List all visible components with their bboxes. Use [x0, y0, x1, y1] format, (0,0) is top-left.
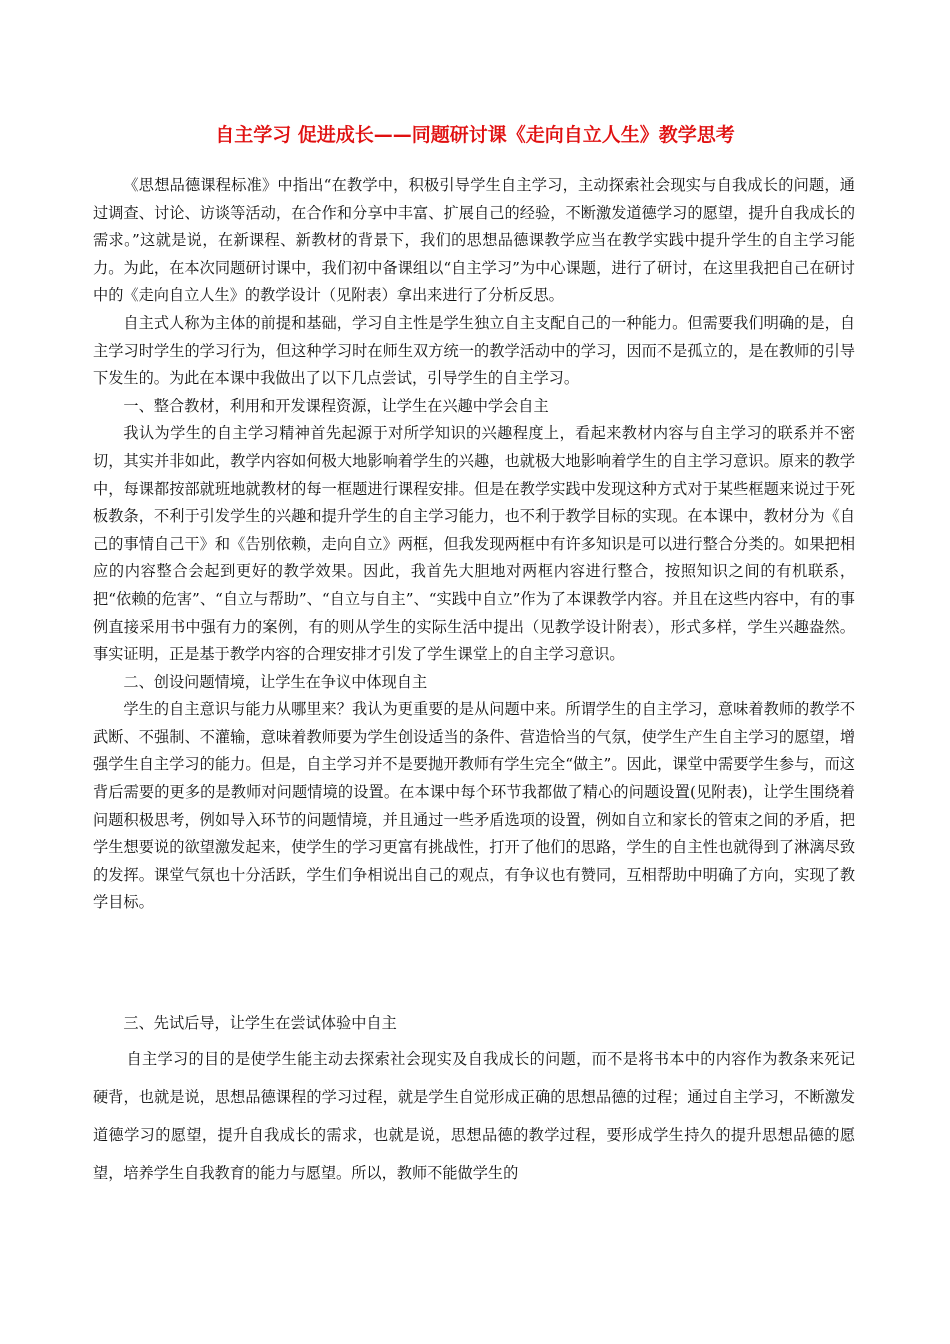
intro-paragraph-1: 《思想品德课程标准》中指出“在教学中，积极引导学生自主学习，主动探索社会现实与自我成长的问题，通过调查、讨论、访谈等活动，在合作和分享中丰富、扩展自己的经验，不断激发道德学习的愿望，提升自我成长的需求。”这就是说，在新课程、新教材的背景下，我们的思想品德课教学应当在教学实践中提升学生的自主学习能力。为此，在本次同题研讨课中，我们初中备课组以“自主学习”为中心课题，进行了研讨，在这里我把自己在研讨中的《走向自立人生》的教学设计（见附表）拿出来进行了分析反思。 — [93, 176, 855, 305]
intro-paragraph-2: 自主式人称为主体的前提和基础，学习自主性是学生独立自主支配自己的一种能力。但需要我们明确的是，自主学习时学生的学习行为，但这种学习时在师生双方统一的教学活动中的学习，因而不是孤立的，是在教师的引导下发生的。为此在本课中我做出了以下几点尝试，引导学生的自主学习。 — [93, 313, 855, 388]
section-3-heading: 三、先试后导，让学生在尝试体验中自主 — [123, 1014, 397, 1032]
section-2-paragraph: 学生的自主意识与能力从哪里来？我认为更重要的是从问题中来。所谓学生的自主学习，意味着教师的教学不武断、不强制、不灌输，意味着教师要为学生创设适当的条件、营造恰当的气氛，使学生产生自主学习的愿望，增强学生自主学习的能力。但是，自主学习并不是要抛开教师有学生完全“做主”。因此，课堂中需要学生参与，而这背后需要的更多的是教师对问题情境的设置。在本课中每个环节我都做了精心的问题设置(见附表)，让学生围绕着问题积极思考，例如导入环节的问题情境，并且通过一些矛盾选项的设置，例如自立和家长的管束之间的矛盾，把学生想要说的欲望激发起来，使学生的学习更富有挑战性，打开了他们的思路，学生的自主性也就得到了淋漓尽致的发挥。课堂气氛也十分活跃，学生们争相说出自己的观点，有争议也有赞同，互相帮助中明确了方向，实现了教学目标。 — [93, 700, 855, 912]
section-2-heading: 二、创设问题情境，让学生在争议中体现自主 — [123, 672, 428, 691]
section-3-paragraph: 自主学习的目的是使学生能主动去探索社会现实及自我成长的问题，而不是将书本中的内容作为教条来死记硬背，也就是说，思想品德课程的学习过程，就是学生自觉形成正确的思想品德的过程；通过自主学习，不断激发道德学习的愿望，提升自我成长的需求，也就是说，思想品德的教学过程，要形成学生持久的提升思想品德的愿望，培养学生自我教育的能力与愿望。所以，教师不能做学生的 — [93, 1050, 855, 1182]
section-1-paragraph: 我认为学生的自主学习精神首先起源于对所学知识的兴趣程度上，看起来教材内容与自主学习的联系并不密切，其实并非如此，教学内容如何极大地影响着学生的兴趣，也就极大地影响着学生的自主学习意识。原来的教学中，每课都按部就班地就教材的每一框题进行课程安排。但是在教学实践中发现这种方式对于某些框题来说过于死板教条，不利于引发学生的兴趣和提升学生的自主学习能力，也不利于教学目标的实现。在本课中，教材分为《自己的事情自己干》和《告别依赖，走向自立》两框，但我发现两框中有许多知识是可以进行整合分类的。如果把相应的内容整合会起到更好的教学效果。因此，我首先大胆地对两框内容进行整合，按照知识之间的有机联系，把“依赖的危害”、“自立与帮助”、“自立与自主”、“实践中自立”作为了本课教学内容。并且在这些内容中，有的事例直接采用书中强有力的案例，有的则从学生的实际生活中提出（见教学设计附表），形式多样，学生兴趣盎然。事实证明，正是基于教学内容的合理安排才引发了学生课堂上的自主学习意识。 — [93, 424, 855, 664]
document-body — [93, 172, 855, 917]
document-title: 自主学习 促进成长——同题研讨课《走向自立人生》教学思考 — [215, 124, 735, 146]
section-3 — [93, 1010, 855, 1038]
section-1-heading: 一、整合教材，利用和开发课程资源，让学生在兴趣中学会自主 — [123, 396, 549, 415]
